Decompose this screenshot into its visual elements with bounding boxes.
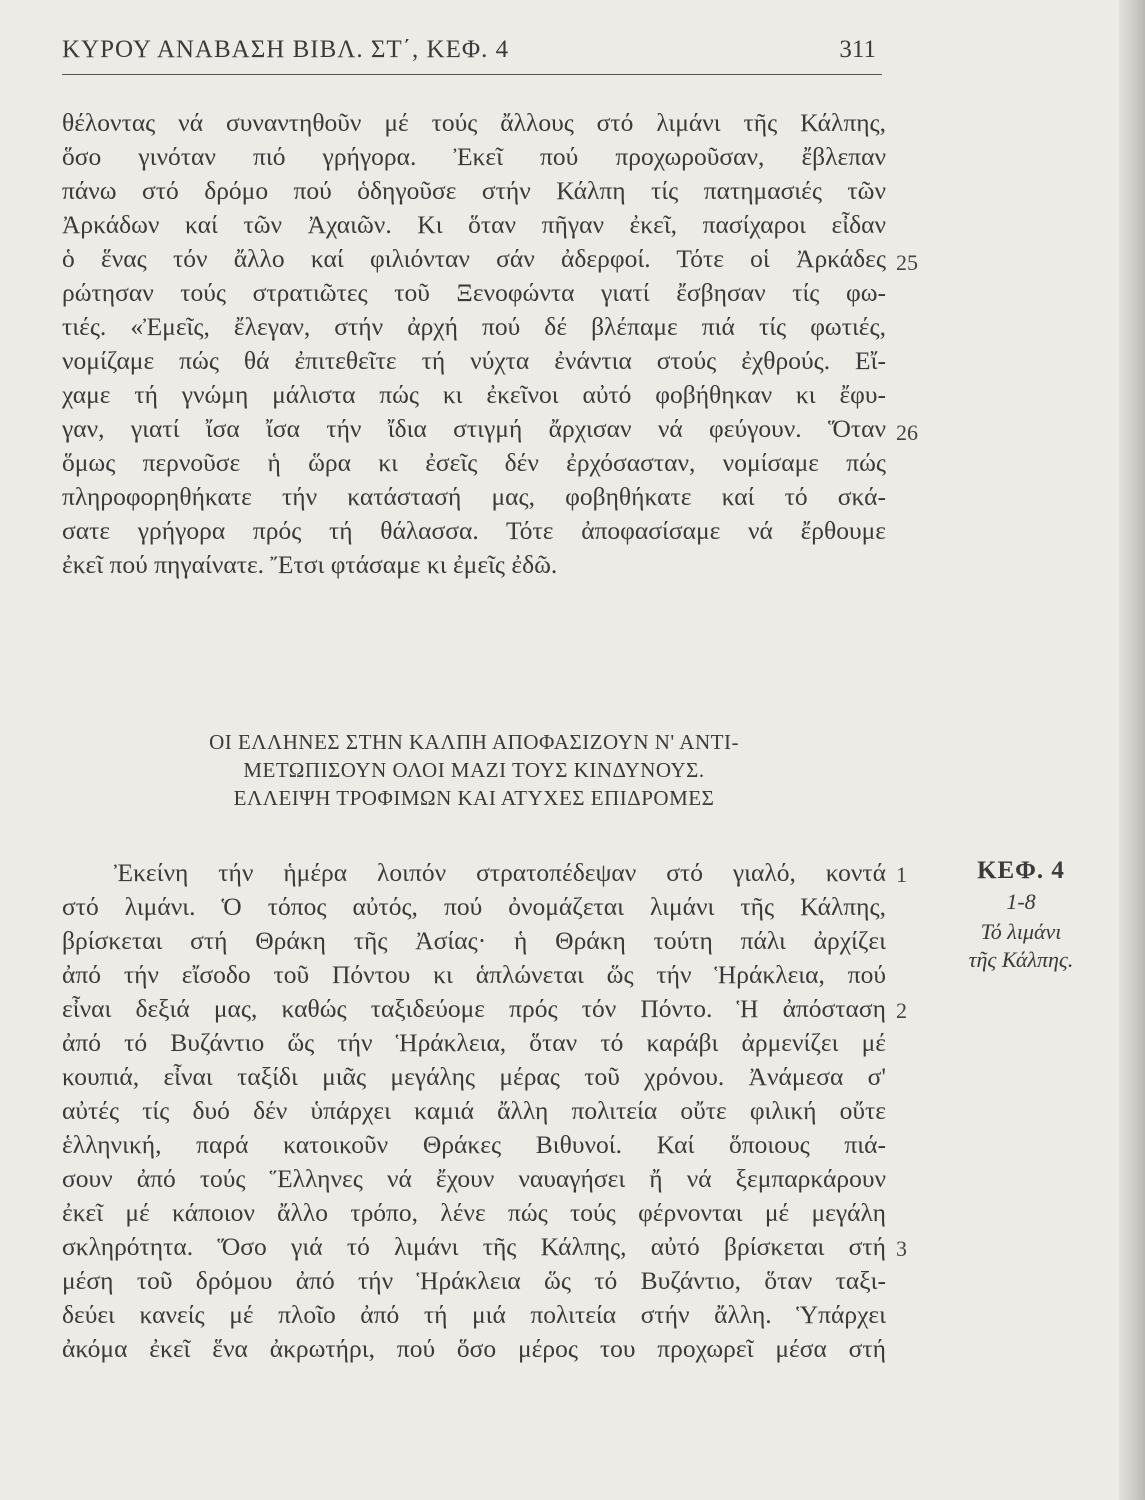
text-line: ὅσο γινόταν πιό γρήγορα. Ἐκεῖ πού προχωροῦσαν, ἔβλεπαν: [62, 142, 886, 171]
text-line: γαν, γιατί ἴσα ἴσα τήν ἴδια στιγμή ἄρχισαν νά φεύγουν. Ὅταν: [62, 414, 886, 443]
page-number: 311: [839, 36, 876, 63]
text-line: σουν ἀπό τούς Ἕλληνες νά ἔχουν ναυαγήσει ἤ νά ξεμπαρκάρουν: [62, 1164, 886, 1193]
text-line: ἀκόμα ἐκεῖ ἕνα ἀκρωτήρι, πού ὅσο μέρος του προχωρεῖ μέσα στή: [62, 1334, 886, 1363]
book-page-edge: [1119, 0, 1145, 1500]
sidenote-title: [936, 918, 1106, 974]
text-line: ἀπό τήν εἴσοδο τοῦ Πόντου κι ἁπλώνεται ὥς τήν Ἡράκλεια, πού: [62, 960, 886, 989]
text-line: Ἐκείνη τήν ἡμέρα λοιπόν στρατοπέδεψαν στό γιαλό, κοντά: [114, 858, 886, 887]
text-line: ἐκεῖ μέ κάποιον ἄλλο τρόπο, λένε πώς τούς φέρνονται μέ μεγάλη: [62, 1198, 886, 1227]
text-line: ὁ ἕνας τόν ἄλλο καί φιλιόνταν σάν ἀδερφοί. Τότε οἱ Ἀρκάδες: [62, 244, 886, 273]
text-line: μέση τοῦ δρόμου ἀπό τήν Ἡράκλεια ὥς τό Βυζάντιο, ὅταν ταξι-: [62, 1266, 886, 1295]
sidenote-title-line: τῆς Κάλπης.: [968, 947, 1074, 972]
text-line: πάνω στό δρόμο πού ὁδηγοῦσε στήν Κάλπη τίς πατημασιές τῶν: [62, 176, 886, 205]
text-line: εἶναι δεξιά μας, καθώς ταξιδεύομε πρός τόν Πόντο. Ἡ ἀπόσταση: [62, 994, 886, 1023]
text-line: Ἀρκάδων καί τῶν Ἀχαιῶν. Κι ὅταν πῆγαν ἐκεῖ, πασίχαροι εἶδαν: [62, 210, 886, 239]
text-line: βρίσκεται στή Θράκη τῆς Ἀσίας· ἡ Θράκη τούτη πάλι ἀρχίζει: [62, 926, 886, 955]
text-line: δεύει κανείς μέ πλοῖο ἀπό τή μιά πολιτεία στήν ἄλλη. Ὑπάρχει: [62, 1300, 886, 1329]
text-line: ρώτησαν τούς στρατιῶτες τοῦ Ξενοφώντα γιατί ἔσβησαν τίς φω-: [62, 278, 886, 307]
text-line: σατε γρήγορα πρός τή θάλασσα. Τότε ἀποφασίσαμε νά ἔρθουμε: [62, 516, 886, 545]
text-line: ἀπό τό Βυζάντιο ὥς τήν Ἡράκλεια, ὅταν τό καράβι ἀρμενίζει μέ: [62, 1028, 886, 1057]
margin-line-number: 1: [896, 862, 907, 887]
text-line: σκληρότητα. Ὅσο γιά τό λιμάνι τῆς Κάλπης, αὐτό βρίσκεται στή: [62, 1232, 886, 1261]
text-line: ἐκεῖ πού πηγαίνατε. Ἔτσι φτάσαμε κι ἐμεῖς ἐδῶ.: [62, 550, 558, 579]
text-line: αὐτές τίς δυό δέν ὑπάρχει καμιά ἄλλη πολιτεία οὔτε φιλική οὔτε: [62, 1096, 886, 1125]
sidenote-chapter: ΚΕΦ. 4: [977, 857, 1065, 884]
text-line: τιές. «Ἐμεῖς, ἔλεγαν, στήν ἀρχή πού δέ βλέπαμε πιά τίς φωτιές,: [62, 312, 886, 341]
text-line: ὅμως περνοῦσε ἡ ὥρα κι ἐσεῖς δέν ἐρχόσασταν, νομίσαμε πώς: [62, 448, 886, 477]
margin-line-number: 3: [896, 1236, 907, 1261]
text-line: πληροφορηθήκατε τήν κατάστασή μας, φοβηθήκατε καί τό σκά-: [62, 482, 886, 511]
running-title: ΚΥΡΟΥ ΑΝΑΒΑΣΗ ΒΙΒΛ. ΣΤ΄, ΚΕΦ. 4: [62, 36, 510, 63]
text-line: ἑλληνική, παρά κατοικοῦν Θράκες Βιθυνοί. Καί ὅποιους πιά-: [62, 1130, 886, 1159]
sidenote-range: 1-8: [1006, 889, 1036, 914]
sidenote-title-line: Τό λιμάνι: [980, 919, 1062, 944]
text-line: νομίζαμε πώς θά ἐπιτεθεῖτε τή νύχτα ἐνάντια στούς ἐχθρούς. Εἴ-: [62, 346, 886, 375]
text-line: θέλοντας νά συναντηθοῦν μέ τούς ἄλλους στό λιμάνι τῆς Κάλπης,: [62, 108, 886, 137]
section-heading-line: ΜΕΤΩΠΙΣΟΥΝ ΟΛΟΙ ΜΑΖΙ ΤΟΥΣ ΚΙΝΔΥΝΟΥΣ.: [243, 758, 705, 782]
text-line: στό λιμάνι. Ὁ τόπος αὐτός, πού ὀνομάζεται λιμάνι τῆς Κάλπης,: [62, 892, 886, 921]
margin-line-number: 26: [896, 420, 918, 445]
section-heading-line: ΕΛΛΕΙΨΗ ΤΡΟΦΙΜΩΝ ΚΑΙ ΑΤΥΧΕΣ ΕΠΙΔΡΟΜΕΣ: [233, 786, 715, 810]
margin-line-number: 25: [896, 250, 918, 275]
margin-line-number: 2: [896, 998, 907, 1023]
text-line: χαμε τή γνώμη μάλιστα πώς κι ἐκεῖνοι αὐτό φοβήθηκαν κι ἔφυ-: [62, 380, 886, 409]
running-header: [62, 34, 882, 75]
text-line: κουπιά, εἶναι ταξίδι μιᾶς μεγάλης μέρας τοῦ χρόνου. Ἀνάμεσα σ': [62, 1062, 886, 1091]
section-heading-line: ΟΙ ΕΛΛΗΝΕΣ ΣΤΗΝ ΚΑΛΠΗ ΑΠΟΦΑΣΙΖΟΥΝ Ν' ΑΝΤΙ-: [209, 730, 739, 754]
